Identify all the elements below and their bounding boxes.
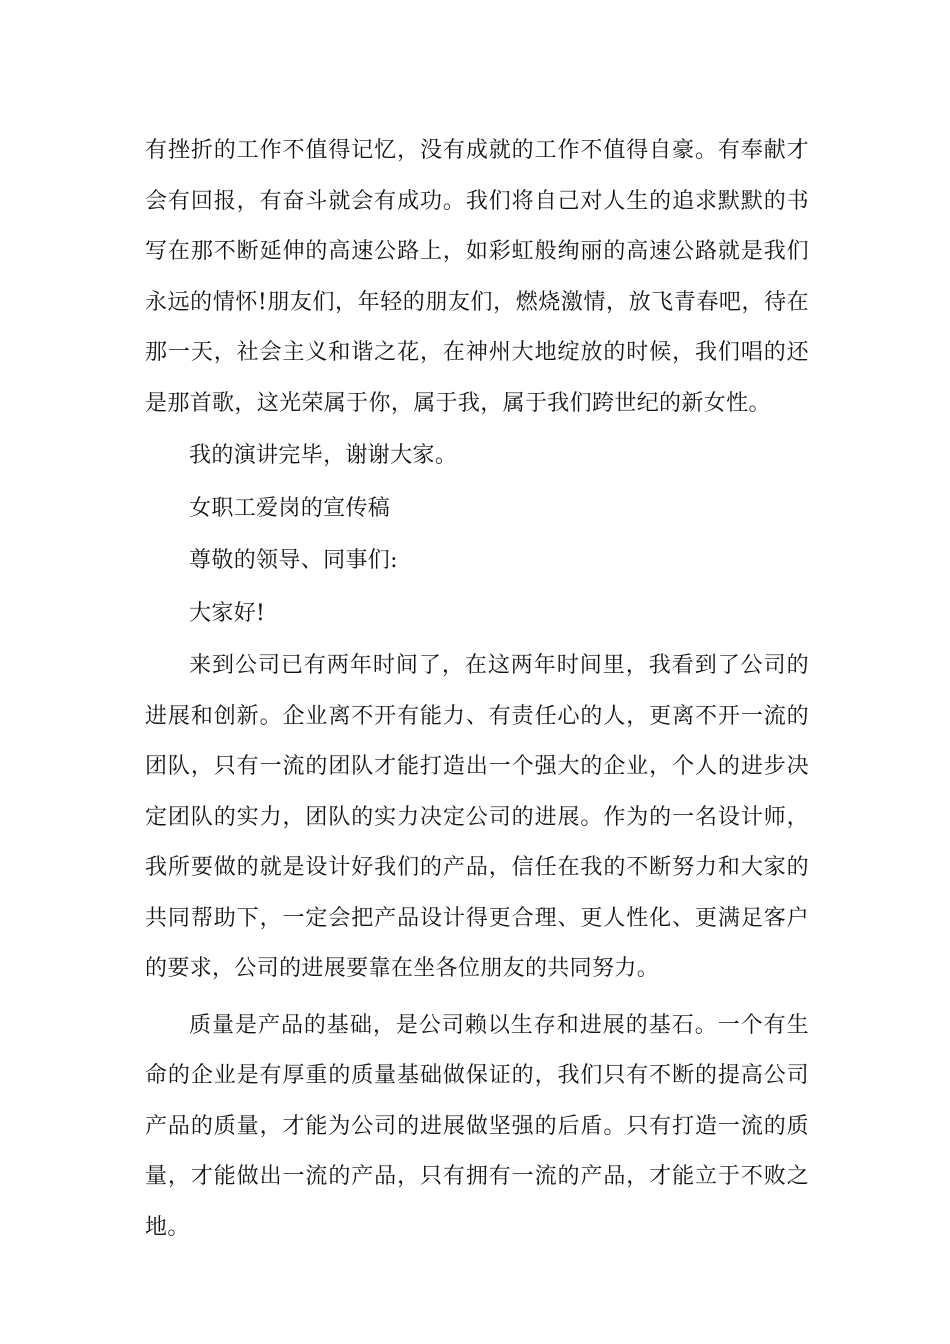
paragraph-speech-closing-text: 有挫折的工作不值得记忆，没有成就的工作不值得自豪。有奉献才会有回报，有奋斗就会有成功。我们将自己对人生的追求默默的书写在那不断延伸的高速公路上，如彩虹般绚丽的高速公路就是我们永远的情怀!朋友们，年轻的朋友们，燃烧激情，放飞青春吧，待在那一天，社会主义和谐之花，在神州大地绽放的时候，我们唱的还是那首歌，这光荣属于你，属于我，属于我们跨世纪的新女性。 [145, 138, 809, 416]
greeting: 大家好! [189, 600, 266, 626]
paragraph-quality: 质量是产品的基础，是公司赖以生存和进展的基石。一个有生命的企业是有厚重的质量基础做保证的，我们只有不断的提高公司产品的质量，才能为公司的进展做坚强的后盾。只有打造一流的质量，才能做出一流的产品，只有拥有一流的产品，才能立于不败之地。 [145, 1012, 809, 1240]
salutation: 尊敬的领导、同事们: [189, 548, 398, 573]
paragraph-speech-end: 我的演讲完毕，谢谢大家。 [189, 443, 458, 468]
document-body [145, 126, 809, 1253]
section-title: 女职工爱岗的宣传稿 [189, 495, 391, 521]
paragraph-company-intro: 来到公司已有两年时间了，在这两年时间里，我看到了公司的进展和创新。企业离不开有能力、有责任心的人，更离不开一流的团队，只有一流的团队才能打造出一个强大的企业，个人的进步决定团队的实力，团队的实力决定公司的进展。作为的一名设计师，我所要做的就是设计好我们的产品，信任在我的不断努力和大家的共同帮助下，一定会把产品设计得更合理、更人性化、更满足客户的要求，公司的进展要靠在坐各位朋友的共同努力。 [145, 653, 809, 981]
